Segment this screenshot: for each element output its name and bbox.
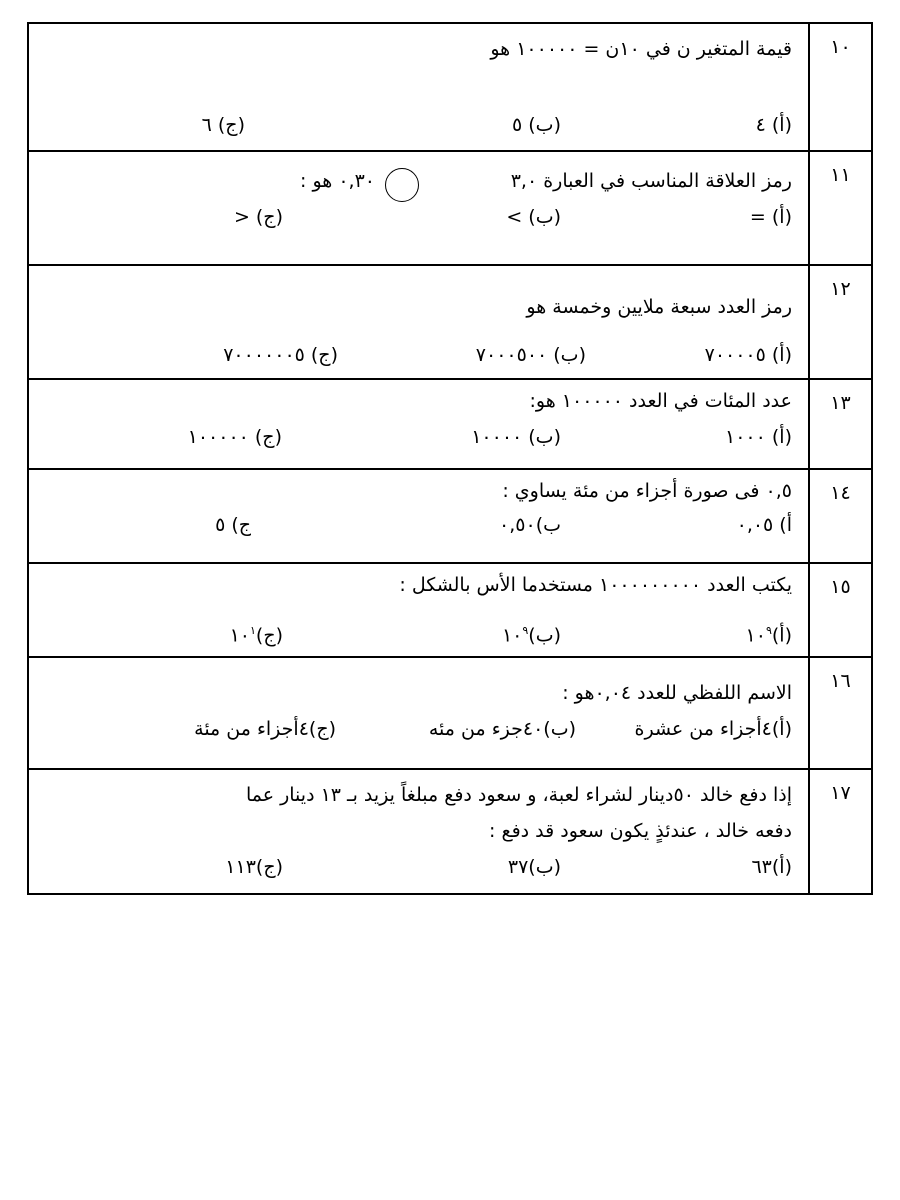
question-row xyxy=(29,380,871,470)
option-a[interactable]: (أ)٤أجزاء من عشرة xyxy=(634,718,792,740)
question-row xyxy=(29,152,871,266)
option-b[interactable]: (ب) > xyxy=(506,206,561,228)
question-text: قيمة المتغير ن في ١٠ن = ١٠٠٠٠٠ هو xyxy=(490,38,792,60)
option-b[interactable]: (ب)٤٠جزء من مئه xyxy=(428,718,576,740)
option-a[interactable]: (أ) ١٠٠٠ xyxy=(725,426,792,448)
option-b[interactable]: (ب) ٧٠٠٠٥٠٠ xyxy=(475,344,586,366)
option-a[interactable]: (أ) ٧٠٠٠٠٥ xyxy=(704,344,792,366)
option-c[interactable]: (ج) ٧٠٠٠٠٠٠٥ xyxy=(223,344,338,366)
option-c[interactable]: (ج)١١٣ xyxy=(225,856,283,878)
option-c[interactable]: $(ج)١٠^١$ xyxy=(229,624,283,647)
option-a[interactable]: (أ) = xyxy=(749,206,792,228)
option-a[interactable]: (أ) ٤ xyxy=(755,114,792,136)
question-text: عدد المئات في العدد ١٠٠٠٠٠ هو: xyxy=(529,390,792,412)
question-text: ٠,٥ فى صورة أجزاء من مئة يساوي : xyxy=(502,480,792,502)
question-number: ١٢ xyxy=(808,266,871,378)
question-number: ١٤ xyxy=(808,470,871,562)
option-c[interactable]: (ج) ١٠٠٠٠٠ xyxy=(187,426,282,448)
option-a[interactable]: (أ)٦٣ xyxy=(751,856,792,878)
question-number: ١٣ xyxy=(808,380,871,468)
question-text-line-2: دفعه خالد ، عندئذٍ يكون سعود قد دفع : xyxy=(489,820,792,842)
question-row xyxy=(29,24,871,152)
question-table xyxy=(27,22,873,895)
question-number: ١٥ xyxy=(808,564,871,656)
question-row xyxy=(29,658,871,770)
option-c[interactable]: ج) ٥ xyxy=(215,514,251,536)
question-text-continued: ٠,٣٠ هو : xyxy=(300,170,375,192)
option-b[interactable]: $(ب)١٠^٩$ xyxy=(501,624,561,647)
option-a[interactable]: أ) ٠,٠٥ xyxy=(736,514,792,536)
option-c[interactable]: (ج) < xyxy=(233,206,283,228)
question-number: ١١ xyxy=(808,152,871,264)
question-text: رمز العلاقة المناسب في العبارة ٣,٠ xyxy=(510,170,792,192)
question-row xyxy=(29,770,871,893)
option-a[interactable]: $(أ)١٠^٩$ xyxy=(745,624,792,647)
question-row xyxy=(29,266,871,380)
option-c[interactable]: (ج) ٦ xyxy=(201,114,245,136)
question-number: ١٧ xyxy=(808,770,871,893)
question-text: يكتب العدد ١٠٠٠٠٠٠٠٠٠ مستخدما الأس بالشكل : xyxy=(399,574,792,596)
option-c[interactable]: (ج)٤أجزاء من مئة xyxy=(194,718,336,740)
question-text-line-1: إذا دفع خالد ٥٠دينار لشراء لعبة، و سعود دفع مبلغاً يزيد بـ ١٣ دينار عما xyxy=(245,784,792,806)
question-number: ١٠ xyxy=(808,24,871,150)
question-text: رمز العدد سبعة ملايين وخمسة هو xyxy=(526,296,792,318)
question-row xyxy=(29,470,871,564)
relation-circle-blank xyxy=(385,168,419,202)
option-b[interactable]: (ب)٣٧ xyxy=(507,856,561,878)
question-row xyxy=(29,564,871,658)
option-b[interactable]: (ب) ١٠٠٠٠ xyxy=(471,426,561,448)
question-text: الاسم اللفظي للعدد ٠,٠٤هو : xyxy=(562,682,792,704)
option-b[interactable]: ب)٠,٥٠ xyxy=(499,514,561,536)
question-number: ١٦ xyxy=(808,658,871,768)
option-b[interactable]: (ب) ٥ xyxy=(512,114,561,136)
